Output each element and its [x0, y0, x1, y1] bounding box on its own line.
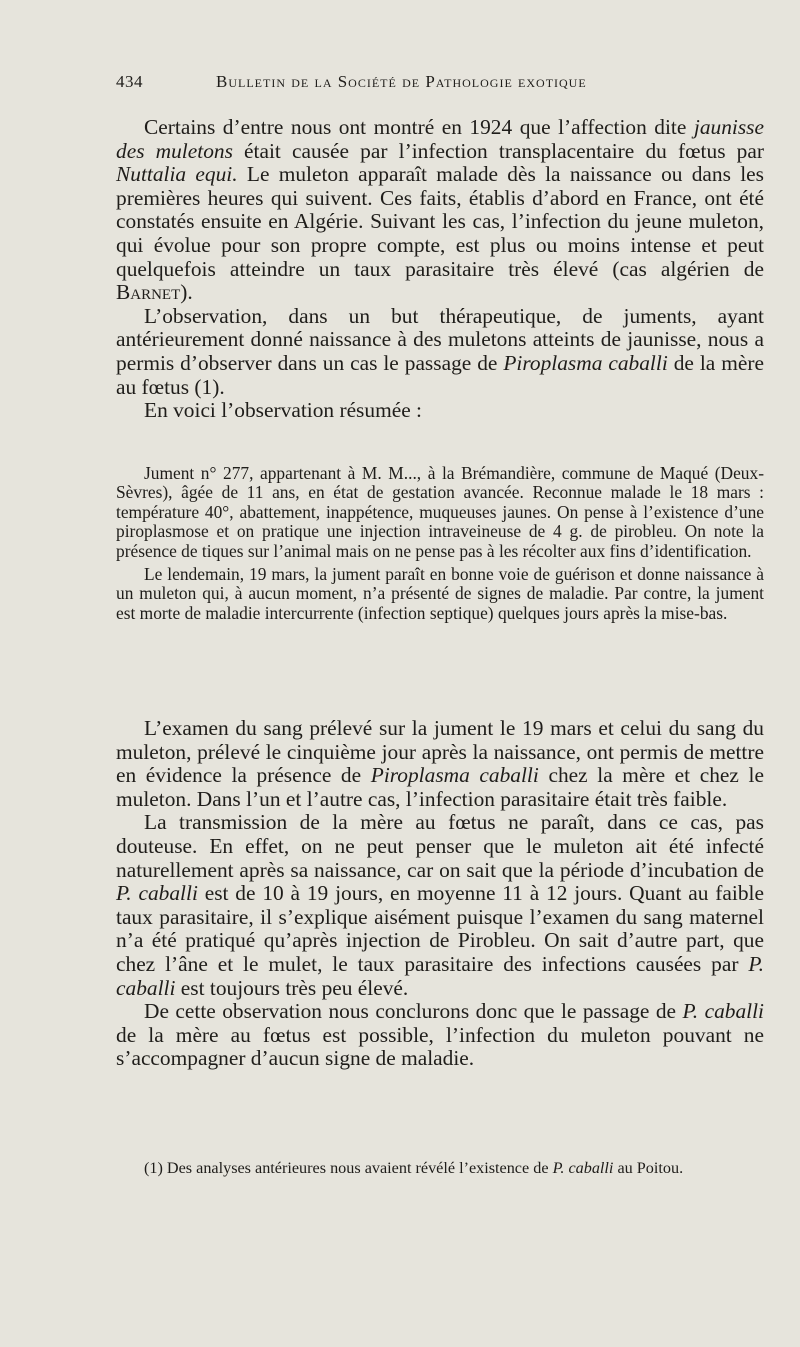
intro-section	[116, 116, 764, 423]
page-number: 434	[116, 72, 143, 91]
text-run: L’observation, dans un but thérapeutique, de juments, ayant antérieurement donné naissance à des muletons atteints de jaunisse, nous a permis d’observer dans un cas le passage de	[116, 303, 764, 375]
text-run: Le muleton apparaît malade dès la naissance ou dans les premières heures qui suivent. Ces faits, établis d’abord en France, ont été constatés ensuite en Algérie. Suivant les cas, l’infection du jeune muleton, qui évolue pour son propre compte, est plus ou moins intense et peut quelquefois atteindre un taux parasitaire très élevé (cas algérien de	[116, 162, 764, 281]
text-run: au Poitou.	[613, 1159, 684, 1177]
italic-species: P. caballi	[682, 999, 764, 1024]
italic-species: Piroplasma caballi	[503, 350, 668, 375]
italic-species: P. caballi	[552, 1159, 614, 1177]
footnote	[116, 1159, 764, 1177]
paragraph-lead-in: En voici l’observation résumée :	[144, 398, 422, 423]
footnote-text	[116, 1159, 764, 1177]
text-run: La transmission de la mère au fœtus ne paraît, dans ce cas, pas douteuse. En effet, on ne peut penser que le muleton ait été infecté naturellement après sa naissance, car on sait que la période d’incubation de	[116, 810, 764, 882]
text-run: De cette observation nous conclurons donc que le passage de	[144, 999, 683, 1024]
text-run: est toujours très peu élevé.	[175, 975, 409, 1000]
text-run: de la mère au fœtus (1).	[116, 350, 764, 399]
text-run: de la mère au fœtus est possible, l’infection du muleton pouvant ne s’accompagner d’aucun signe de maladie.	[116, 1022, 764, 1071]
italic-species: Piroplasma caballi	[370, 763, 539, 788]
observation-block	[116, 464, 764, 623]
paragraph-conclusion	[116, 1000, 764, 1071]
text-run: ).	[180, 280, 193, 305]
text-run: chez la mère et chez le muleton. Dans l’un et l’autre cas, l’infection parasitaire était très faible.	[116, 763, 764, 811]
paragraph-blood-exam	[116, 717, 764, 811]
italic-term: jaunisse des muletons	[116, 115, 764, 163]
discussion-section	[116, 717, 764, 1071]
text-run: est de 10 à 19 jours, en moyenne 11 à 12 jours. Quant au faible taux parasitaire, il s’explique aisément puisque l’examen du sang maternel n’a été pratiqué qu’après injection de Pirobleu. On sait d’autre part, que chez l’âne et le mulet, le taux parasitaire des infections causées par	[116, 881, 764, 976]
italic-species: P. caballi	[116, 881, 198, 906]
author-name: Barnet	[116, 280, 181, 305]
paragraph-transmission	[116, 811, 764, 1000]
text-run: Certains d’entre nous ont montré en 1924 que l’affection dite	[144, 115, 694, 139]
text-run: L’examen du sang prélevé sur la jument le 19 mars et celui du sang du muleton, prélevé le cinquième jour après la naissance, ont permis de mettre en évidence la présence de	[116, 716, 764, 788]
journal-title: Bulletin de la Société de Pathologie exotique	[216, 72, 587, 91]
italic-species: Nuttalia equi.	[116, 162, 238, 187]
paragraph-intro	[116, 116, 764, 305]
text-run: était causée par l’infection transplacentaire du fœtus par	[232, 138, 764, 163]
text-run: (1) Des analyses antérieures nous avaient révélé l’existence de	[144, 1159, 553, 1177]
observation-paragraph-1: Jument n° 277, appartenant à M. M..., à la Brémandière, commune de Maqué (Deux-Sèvres), âgée de 11 ans, en état de gestation avancée. Reconnue malade le 18 mars : température 40°, abattement, inappétence, muqueuses jaunes. On pense à l’existence d’une piroplasmose et on pratique une injection intraveineuse de 4 g. de pirobleu. On note la présence de tiques sur l’animal mais on ne pense pas à les récolter aux fins d’identification.	[116, 463, 764, 561]
observation-paragraph-2: Le lendemain, 19 mars, la jument paraît en bonne voie de guérison et donne naissance à un muleton qui, à aucun moment, n’a présenté de signes de maladie. Par contre, la jument est morte de maladie intercurrente (infection septique) quelques jours après la mise-bas.	[116, 564, 764, 623]
paragraph-observation-intro	[116, 305, 764, 399]
italic-species: P. caballi	[116, 951, 764, 1000]
